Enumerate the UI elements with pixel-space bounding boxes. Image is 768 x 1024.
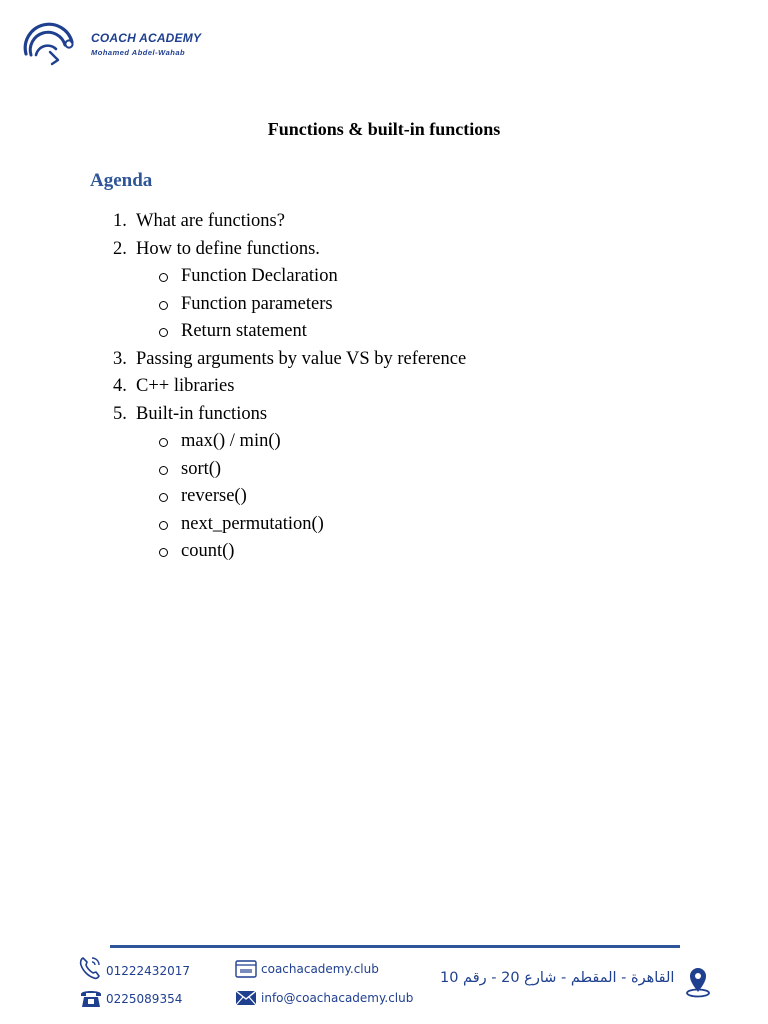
agenda-subitem: [0, 428, 768, 456]
agenda-item-text: How to define functions.: [136, 238, 320, 259]
phone-mobile-text: 01222432017: [106, 964, 190, 978]
hollow-circle-bullet-icon: [159, 328, 168, 337]
agenda-subitem-text: Return statement: [181, 321, 307, 341]
address-text: القاهرة - المقطم - شارع 20 - رقم 10: [440, 970, 675, 986]
brand-subtitle: Mohamed Abdel-Wahab: [91, 48, 186, 57]
agenda-subitem-text: Function parameters: [181, 293, 333, 314]
brand-name: COACH ACADEMY: [91, 31, 202, 45]
coach-academy-logo-icon: [20, 22, 82, 68]
agenda-subitem: [0, 263, 768, 291]
agenda-item-text: What are functions?: [136, 211, 285, 231]
agenda-item: [0, 346, 768, 374]
agenda-item-number: 1.: [113, 211, 127, 231]
header: [20, 22, 220, 68]
agenda-subitem-text: sort(): [181, 458, 222, 479]
agenda-item: [0, 208, 768, 236]
agenda-list: [0, 208, 768, 566]
hollow-circle-bullet-icon: [159, 273, 168, 282]
website-text[interactable]: coachacademy.club: [261, 962, 379, 976]
agenda-subitem: [0, 291, 768, 319]
agenda-item: [0, 401, 768, 429]
location-pin-icon: [684, 966, 712, 998]
agenda-item-number: 4.: [113, 376, 127, 396]
email-envelope-icon: [235, 990, 257, 1006]
agenda-subitem: [0, 456, 768, 484]
agenda-item-text: C++ libraries: [136, 376, 235, 396]
hollow-circle-bullet-icon: [159, 301, 168, 310]
agenda-heading: Agenda: [90, 170, 153, 191]
hollow-circle-bullet-icon: [159, 548, 168, 557]
email-text[interactable]: info@coachacademy.club: [261, 991, 414, 1005]
hollow-circle-bullet-icon: [159, 493, 168, 502]
agenda-item-number: 3.: [113, 348, 127, 369]
agenda-item: [0, 373, 768, 401]
agenda-item-text: Passing arguments by value VS by reference: [136, 348, 467, 369]
agenda-item-number: 2.: [113, 238, 127, 259]
agenda-subitem-text: next_permutation(): [181, 513, 324, 534]
agenda-subitem: [0, 483, 768, 511]
agenda-subitem: [0, 318, 768, 346]
mobile-phone-icon: [78, 955, 102, 981]
agenda-subitem-text: reverse(): [181, 486, 247, 506]
agenda-subitem: [0, 511, 768, 539]
document-title: Functions & built-in functions: [267, 119, 501, 139]
hollow-circle-bullet-icon: [159, 438, 168, 447]
hollow-circle-bullet-icon: [159, 466, 168, 475]
agenda-subitem: [0, 538, 768, 566]
footer-divider: [110, 945, 680, 948]
hollow-circle-bullet-icon: [159, 521, 168, 530]
agenda-item-text: Built-in functions: [136, 403, 268, 424]
agenda-subitem-text: max() / min(): [181, 431, 281, 451]
agenda-item-number: 5.: [113, 403, 127, 424]
agenda-item: [0, 236, 768, 264]
telephone-icon: [79, 987, 103, 1009]
website-icon: [235, 960, 257, 978]
agenda-subitem-text: count(): [181, 541, 235, 561]
phone-landline-text: 0225089354: [106, 992, 183, 1006]
agenda-subitem-text: Function Declaration: [181, 266, 338, 286]
